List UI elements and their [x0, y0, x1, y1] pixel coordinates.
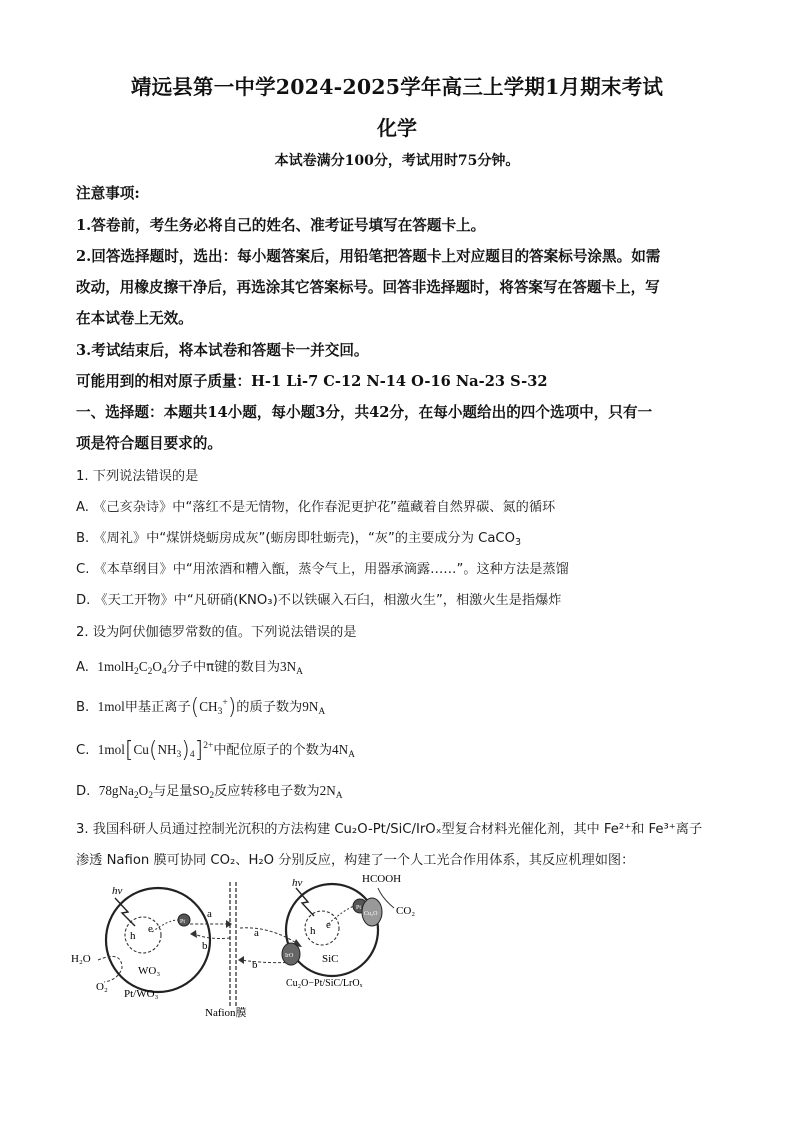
cu2o-site-label: Cu₂O — [364, 911, 378, 917]
notice-item-2-line-3: 在本试卷上无效。 — [76, 310, 193, 327]
nafion-membrane-label: Nafion膜 — [205, 1007, 247, 1019]
q2-option-d: D. $78gNa_2O_2$与足量$SO_2$反应转移电子数为$2N_A$ — [76, 783, 343, 801]
q1-stem: 1. 下列说法错误的是 — [76, 469, 199, 484]
notice-item-1: 1.答卷前，考生务必将自己的姓名、准考证号填写在答题卡上。 — [76, 217, 486, 234]
subject-title: 化学 — [377, 116, 417, 140]
right-to-membrane-arrowhead — [238, 956, 244, 964]
notice-item-2-line-1: 2.回答选择题时，选出：每小题答案后，用铅笔把答题卡上对应题目的答案标号涂黑。如需 — [76, 248, 661, 265]
exam-title: 靖远县第一中学2024-2025学年高三上学期1月期末考试 — [130, 75, 664, 99]
wo3-pt-label: Pt — [180, 919, 186, 925]
q2-option-a: A. $1molH_2C_2O_4$分子中π键的数目为$3N_A$ — [76, 659, 304, 677]
left-to-membrane-arrowhead — [226, 920, 232, 928]
membrane-to-right-arrow — [240, 928, 298, 944]
wo3-hv-label: hν — [112, 885, 123, 897]
q3-line-1: 3. 我国科研人员通过控制光沉积的方法构建 Cu₂O-Pt/SiC/IrOₓ型复合材料光催化剂，其中 Fe²⁺和 Fe³⁺离子 — [76, 822, 703, 837]
notice-item-2-line-2: 改动，用橡皮擦干净后，再选涂其它答案标号。回答非选择题时，将答案写在答题卡上，写 — [76, 279, 660, 296]
catalyst-label: Cu₂O−Pt/SiC/LrOₓ — [286, 978, 363, 989]
q1-option-a: A. 《己亥杂诗》中“落红不是无情物，化作春泥更护花”蕴藏着自然界碳、氮的循环 — [76, 500, 556, 515]
q2-option-b: B. 1mol甲基正离子$(CH_3^+)$的质子数为$9N_A$ — [76, 695, 326, 720]
h2o-label: H₂O — [71, 953, 91, 965]
sic-hv-label: hν — [292, 877, 303, 889]
wo3-hole-label: h — [130, 930, 136, 942]
sic-pt-label: Pt — [356, 905, 362, 911]
q1-option-c: C. 《本草纲目》中“用浓酒和糟入甑，蒸令气上，用器承滴露……”。这种方法是蒸馏 — [76, 562, 569, 577]
q1-option-d: D. 《天工开物》中“凡研硝(KNO₃)不以铁碾入石臼，相激火生”，相激火生是指爆炸 — [76, 593, 562, 608]
sic-electron-label: e — [326, 919, 331, 931]
hcooh-label: HCOOH — [362, 873, 402, 885]
left-a-label: a — [207, 908, 212, 920]
notice-heading: 注意事项: — [76, 185, 140, 202]
left-b-label: b — [202, 940, 208, 952]
notice-item-3: 3.考试结束后，将本试卷和答题卡一并交回。 — [76, 342, 369, 359]
right-b-label: b — [252, 959, 258, 971]
q1-option-b: B. 《周礼》中“煤饼烧蛎房成灰”(蛎房即牡蛎壳)，“灰”的主要成分为 CaCO$_3$ — [76, 531, 522, 548]
wo3-electron-label: e — [148, 923, 153, 935]
section-heading-line-1: 一、选择题：本题共14小题，每小题3分，共42分，在每小题给出的四个选项中，只有一 — [76, 404, 653, 421]
section-heading-line-2: 项是符合题目要求的。 — [76, 435, 222, 452]
ptwo3-label: Pt/WO₃ — [124, 988, 159, 1000]
wo3-label: WO₃ — [138, 965, 161, 977]
sic-electron-transfer-arrow — [328, 906, 354, 924]
sic-label: SiC — [322, 953, 339, 965]
membrane-to-left-arrow — [194, 934, 230, 939]
atomic-masses: 可能用到的相对原子质量：H-1 Li-7 C-12 N-14 O-16 Na-23 S-32 — [76, 373, 548, 390]
wo3-electron-transfer-arrow — [152, 920, 178, 932]
exam-meta: 本试卷满分100分，考试用时75分钟。 — [274, 153, 520, 169]
reaction-mechanism-diagram — [60, 868, 440, 1028]
membrane-to-left-arrowhead — [190, 930, 197, 938]
q3-line-2: 渗透 Nafion 膜可协同 CO₂、H₂O 分别反应，构建了一个人工光合作用体系，其反应机理如图： — [76, 853, 635, 868]
iro-site-label: IrO — [285, 953, 294, 959]
o2-label: O₂ — [96, 981, 108, 993]
q2-stem: 2. 设为阿伏伽德罗常数的值。下列说法错误的是 — [76, 625, 357, 640]
sic-hole-label: h — [310, 925, 316, 937]
right-a-label: a — [254, 927, 259, 939]
q2-option-c: C. $1mol[Cu(NH_3)_4]^{2+}$中配位原子的个数为$4N_A$ — [76, 738, 356, 763]
co2-label: CO₂ — [396, 905, 416, 917]
wo3-light-bolt-icon — [115, 898, 135, 926]
